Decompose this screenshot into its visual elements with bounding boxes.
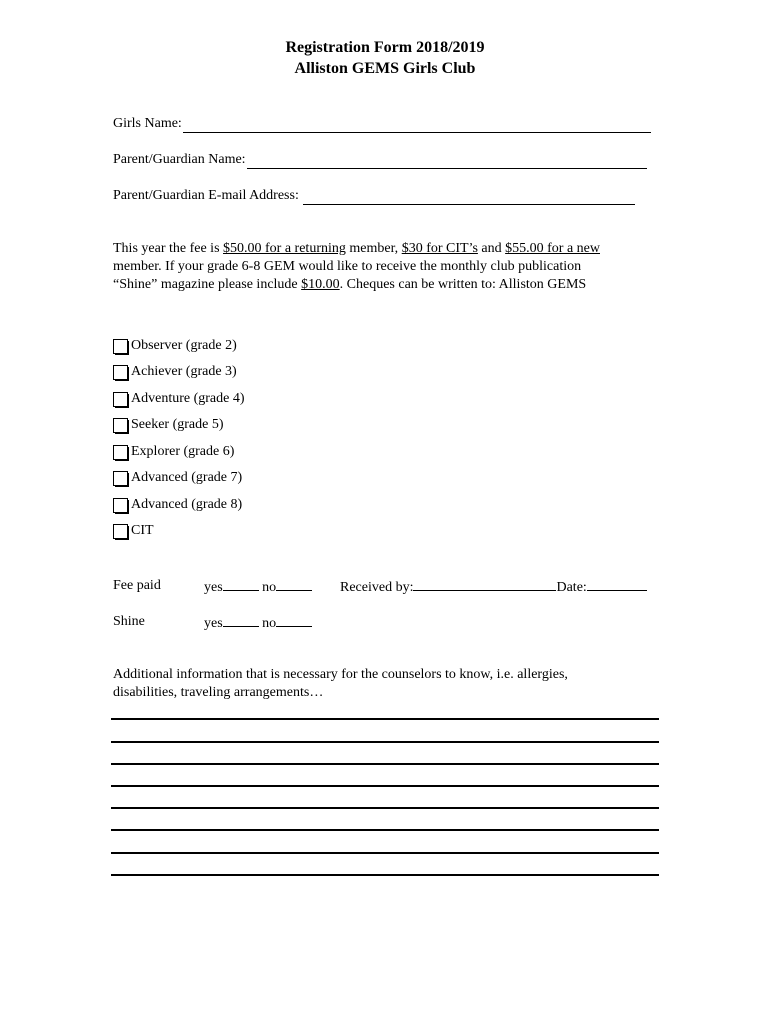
fee-text: “Shine” magazine please include	[113, 277, 302, 292]
grade-option	[113, 416, 224, 434]
grade-option	[113, 390, 245, 408]
checkbox-icon[interactable]	[113, 445, 128, 460]
grade-label: Advanced (grade 8)	[131, 497, 243, 512]
shine-no-blank[interactable]	[276, 613, 312, 627]
no-label: no	[262, 580, 277, 595]
received-by-row	[340, 577, 647, 597]
answer-line[interactable]	[111, 785, 659, 787]
grade-option	[113, 469, 242, 487]
club-name: Alliston GEMS Girls Club	[294, 60, 476, 77]
fee-new: $55.00 for a new	[505, 241, 600, 256]
girls-name-label: Girls Name:	[113, 116, 182, 131]
grade-label: Advanced (grade 7)	[131, 470, 243, 485]
parent-name-label: Parent/Guardian Name:	[113, 152, 246, 167]
girls-name-field[interactable]	[183, 119, 651, 133]
shine-options	[204, 613, 312, 633]
checkbox-icon[interactable]	[113, 365, 128, 380]
parent-name-field[interactable]	[247, 155, 647, 169]
date-label: Date:	[556, 580, 587, 595]
answer-line[interactable]	[111, 852, 659, 854]
fee-paragraph	[113, 240, 673, 294]
fee-text: This year the fee is	[113, 241, 224, 256]
grade-option	[113, 337, 237, 355]
checkbox-icon[interactable]	[113, 392, 128, 407]
grade-option	[113, 443, 234, 461]
yes-label: yes	[204, 580, 223, 595]
received-by-blank[interactable]	[413, 577, 556, 591]
received-by-label: Received by:	[340, 580, 414, 595]
checkbox-icon[interactable]	[113, 339, 128, 354]
answer-line[interactable]	[111, 741, 659, 743]
answer-line[interactable]	[111, 807, 659, 809]
grade-label: Explorer (grade 6)	[131, 444, 235, 459]
fee-text: . Cheques can be written to: Alliston GEMS	[339, 277, 587, 292]
fee-line-3	[113, 276, 673, 294]
grade-label: Seeker (grade 5)	[131, 417, 224, 432]
checkbox-icon[interactable]	[113, 498, 128, 513]
shine-label: Shine	[113, 614, 145, 629]
fee-line-1	[113, 240, 673, 258]
answer-line[interactable]	[111, 718, 659, 720]
grade-option	[113, 363, 237, 381]
date-blank[interactable]	[587, 577, 647, 591]
answer-line[interactable]	[111, 874, 659, 876]
fee-cit: $30 for CIT’s	[401, 241, 478, 256]
parent-email-label: Parent/Guardian E-mail Address:	[113, 188, 299, 203]
shine-yes-blank[interactable]	[223, 613, 259, 627]
fee-text: member,	[345, 241, 402, 256]
grade-label: Adventure (grade 4)	[131, 391, 245, 406]
form-title: Registration Form 2018/2019	[285, 39, 485, 56]
checkbox-icon[interactable]	[113, 471, 128, 486]
fee-returning: $50.00 for a returning	[223, 241, 346, 256]
fee-no-blank[interactable]	[276, 577, 312, 591]
additional-line-1: Additional information that is necessary for the counselors to know, i.e. allergies,	[113, 667, 568, 682]
additional-info-paragraph	[113, 666, 673, 702]
grade-option	[113, 496, 242, 514]
additional-line-2: disabilities, traveling arrangements…	[113, 685, 324, 700]
fee-text: and	[477, 241, 506, 256]
parent-email-row	[113, 187, 635, 205]
fee-yes-blank[interactable]	[223, 577, 259, 591]
grade-label: Achiever (grade 3)	[131, 364, 237, 379]
parent-name-row	[113, 151, 647, 169]
grade-label: CIT	[131, 523, 154, 538]
fee-paid-label: Fee paid	[113, 578, 161, 593]
answer-line[interactable]	[111, 763, 659, 765]
parent-email-field[interactable]	[303, 191, 635, 205]
yes-label: yes	[204, 616, 223, 631]
fee-paid-options	[204, 577, 312, 597]
no-label: no	[262, 616, 277, 631]
checkbox-icon[interactable]	[113, 524, 128, 539]
answer-line[interactable]	[111, 829, 659, 831]
girls-name-row	[113, 115, 651, 133]
grade-option	[113, 522, 154, 540]
checkbox-icon[interactable]	[113, 418, 128, 433]
fee-line-2: member. If your grade 6-8 GEM would like to receive the monthly club publication	[113, 259, 582, 274]
grade-label: Observer (grade 2)	[131, 338, 237, 353]
fee-shine: $10.00	[301, 277, 340, 292]
